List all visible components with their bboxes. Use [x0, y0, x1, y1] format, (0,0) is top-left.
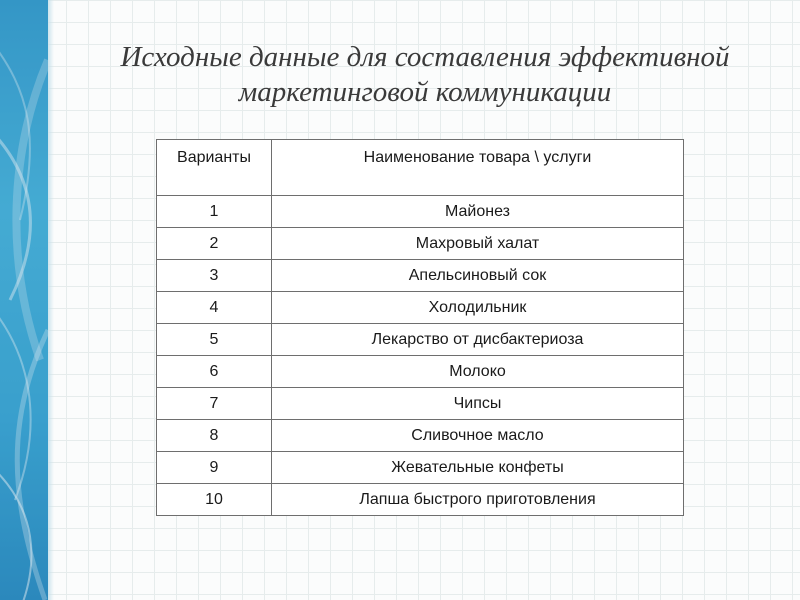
product-cell: Сливочное масло [272, 420, 684, 452]
product-cell: Чипсы [272, 388, 684, 420]
table-row [157, 324, 684, 356]
table-row [157, 292, 684, 324]
variant-cell: 3 [157, 260, 272, 292]
products-table [156, 139, 684, 516]
table-row [157, 388, 684, 420]
variant-cell: 1 [157, 196, 272, 228]
table-row [157, 196, 684, 228]
table-header-row [157, 140, 684, 196]
slide-title: Исходные данные для составления эффективной маркетинговой коммуникации [120, 41, 730, 108]
decorative-side-band [0, 0, 48, 600]
product-cell: Майонез [272, 196, 684, 228]
product-cell: Апельсиновый сок [272, 260, 684, 292]
table-row [157, 356, 684, 388]
variant-cell: 6 [157, 356, 272, 388]
variant-cell: 8 [157, 420, 272, 452]
product-cell: Махровый халат [272, 228, 684, 260]
product-cell: Молоко [272, 356, 684, 388]
variant-cell: 2 [157, 228, 272, 260]
variant-cell: 4 [157, 292, 272, 324]
product-cell: Жевательные конфеты [272, 452, 684, 484]
column-header-variant: Варианты [157, 140, 272, 196]
table-row [157, 420, 684, 452]
decorative-swirl-graphic [0, 0, 48, 600]
table-row [157, 228, 684, 260]
variant-cell: 5 [157, 324, 272, 356]
table-row [157, 484, 684, 516]
product-cell: Холодильник [272, 292, 684, 324]
variant-cell: 7 [157, 388, 272, 420]
table-row [157, 260, 684, 292]
product-cell: Лапша быстрого приготовления [272, 484, 684, 516]
variant-cell: 9 [157, 452, 272, 484]
column-header-product: Наименование товара \ услуги [272, 140, 684, 196]
table-row [157, 452, 684, 484]
product-cell: Лекарство от дисбактериоза [272, 324, 684, 356]
side-band-edge [48, 0, 54, 600]
variant-cell: 10 [157, 484, 272, 516]
